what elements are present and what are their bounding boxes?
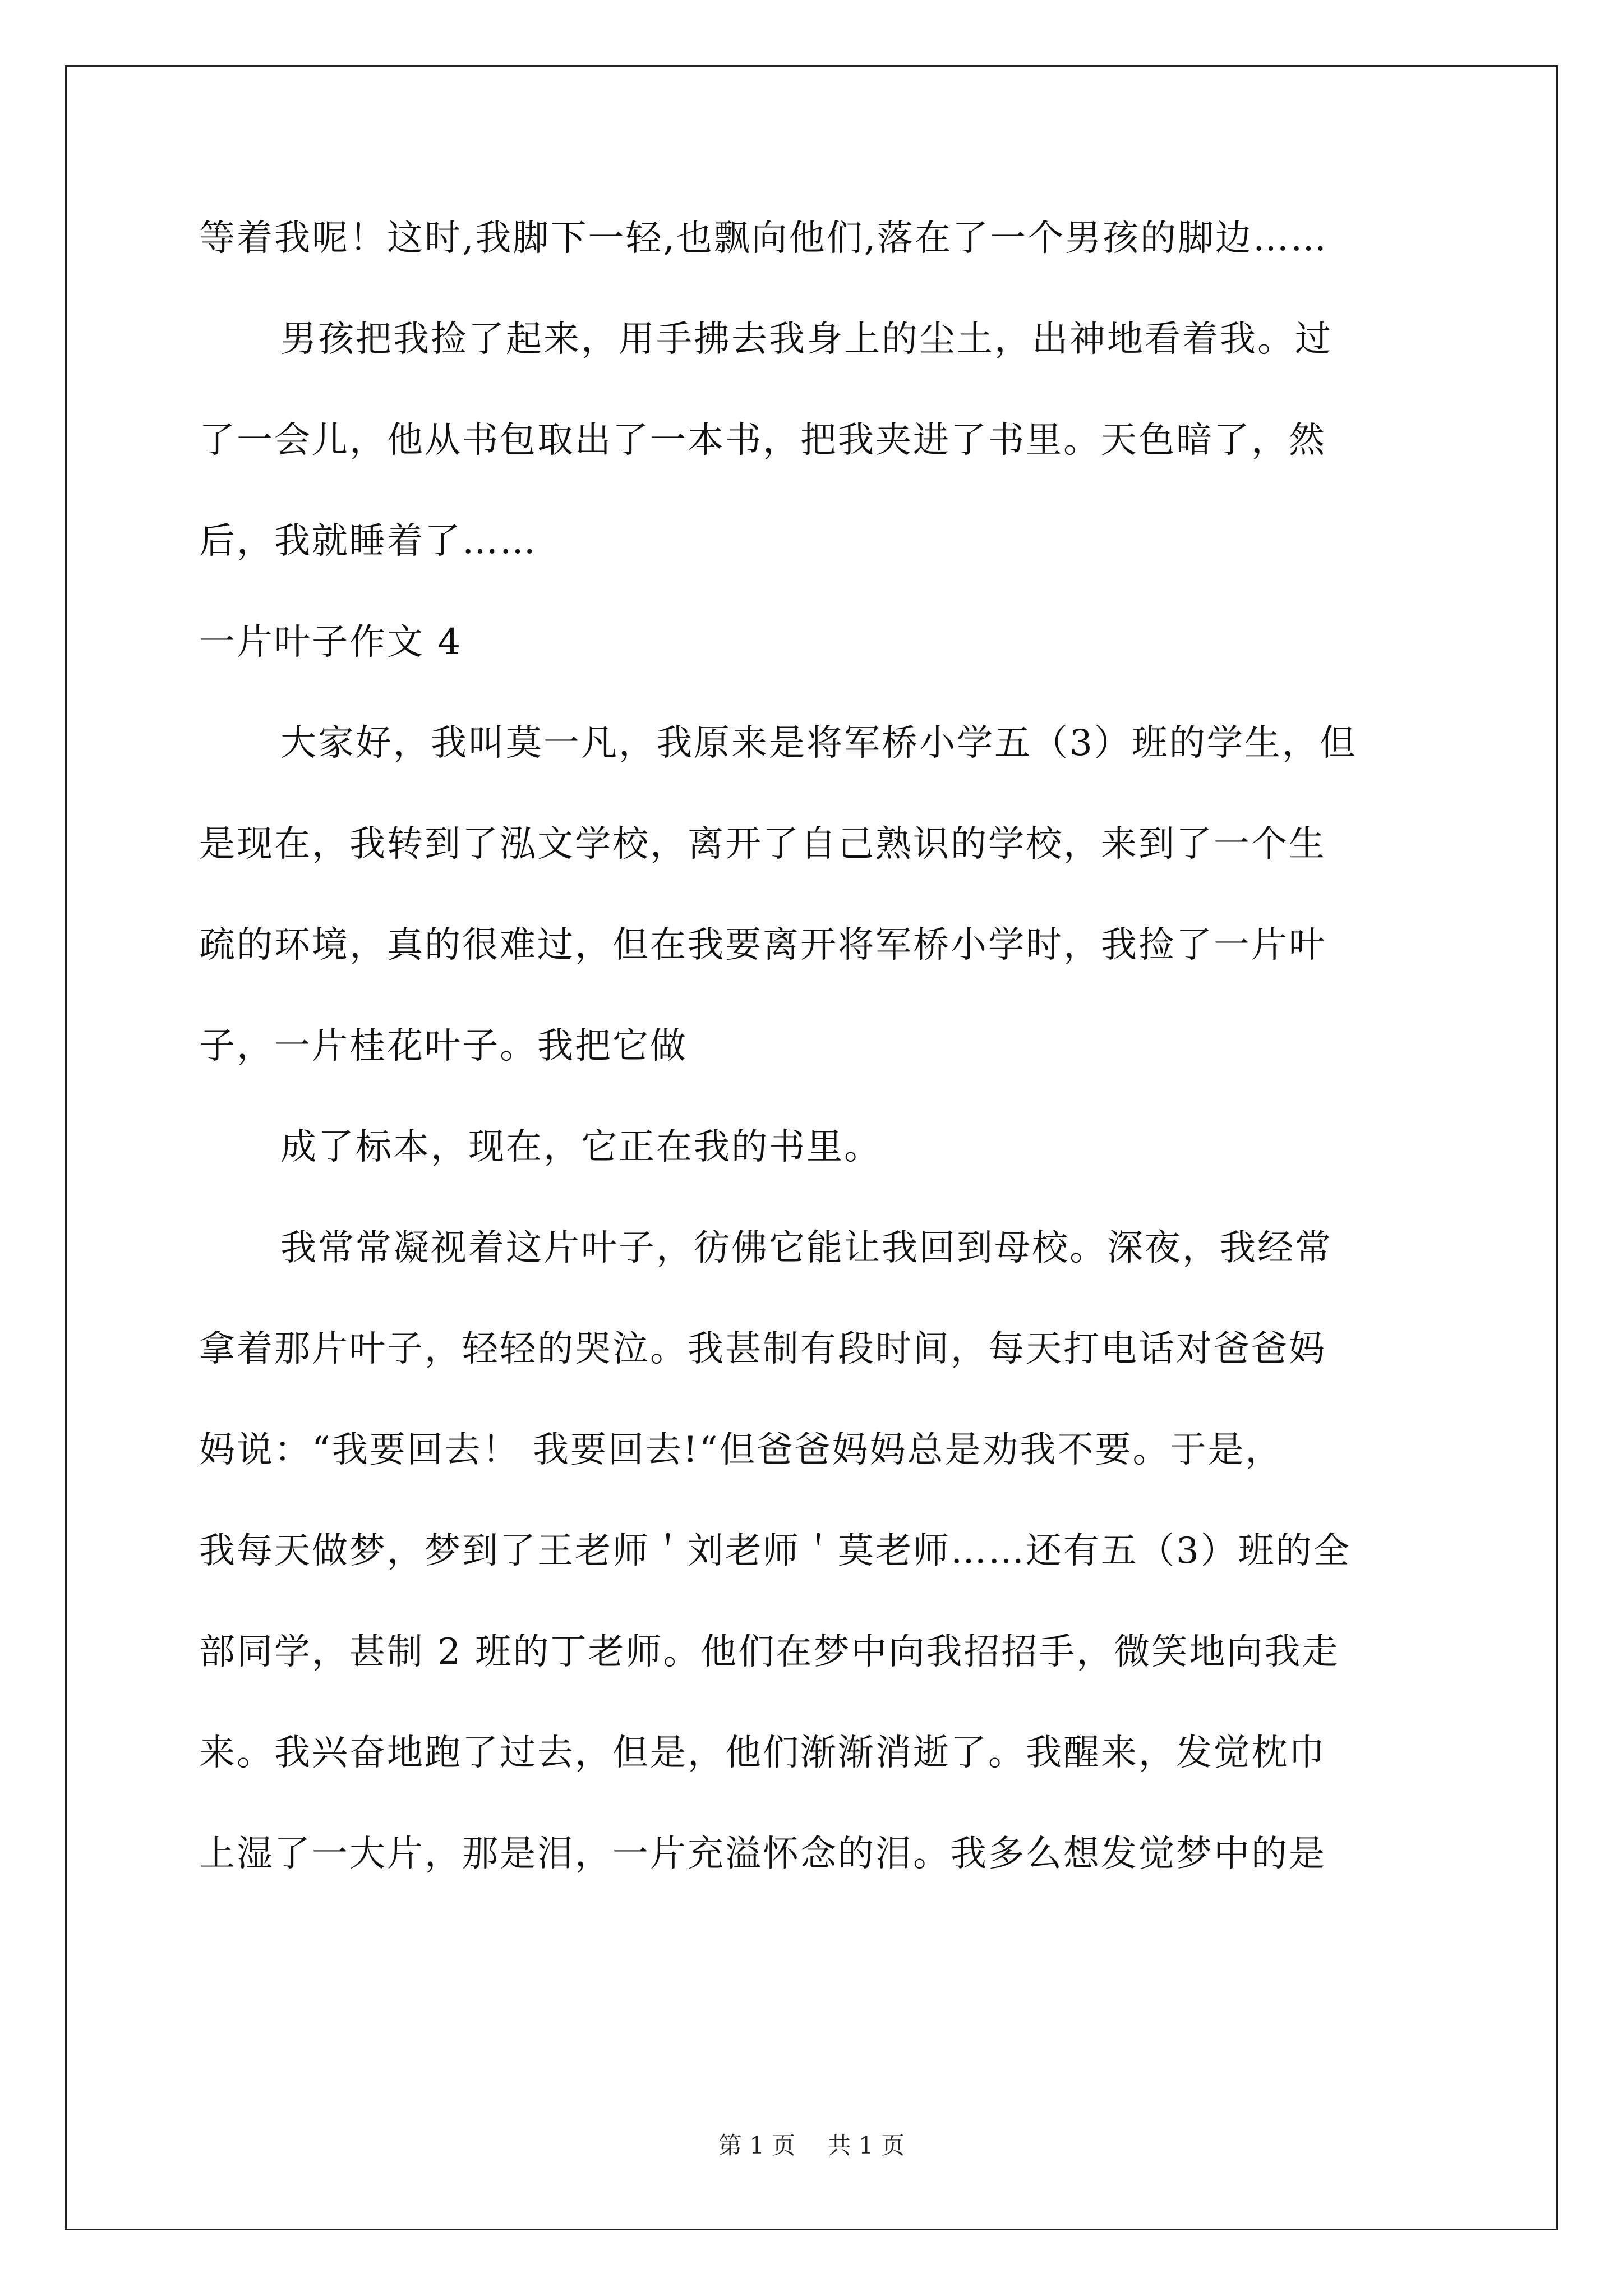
text-line: 大家好，我叫莫一凡，我原来是将军桥小学五（3）班的学生，但 [280, 723, 1357, 764]
text-line: 来。我兴奋地跑了过去，但是，他们渐渐消逝了。我醒来，发觉枕巾 [199, 1732, 1326, 1774]
page-total: 共 1 页 [827, 2132, 905, 2159]
text-line: 等着我呢！这时,我脚下一轻,也飘向他们,落在了一个男孩的脚边…… [199, 218, 1329, 259]
text-line: 子，一片桂花叶子。我把它做 [199, 1025, 688, 1067]
page-footer [0, 2129, 1623, 2162]
text-line: 部同学，甚制 2 班的丁老师。他们在梦中向我招招手，微笑地向我走 [199, 1631, 1340, 1673]
page-number: 第 1 页 [718, 2132, 796, 2159]
text-line: 男孩把我捡了起来，用手拂去我身上的尘土，出神地看着我。过 [280, 319, 1332, 360]
section-heading: 一片叶子作文 4 [199, 622, 463, 663]
text-line: 成了标本，现在，它正在我的书里。 [280, 1126, 882, 1168]
text-line: 妈说：“我要回去！ 我要回去!“但爸爸妈妈总是劝我不要。于是， [199, 1429, 1283, 1471]
text-line: 我每天做梦，梦到了王老师＇刘老师＇莫老师……还有五（3）班的全 [199, 1530, 1351, 1572]
text-line: 我常常凝视着这片叶子，彷佛它能让我回到母校。深夜，我经常 [280, 1227, 1332, 1269]
text-line: 后，我就睡着了…… [199, 521, 537, 562]
text-line: 疏的环境，真的很难过，但在我要离开将军桥小学时，我捡了一片叶 [199, 924, 1326, 966]
text-line: 了一会儿，他从书包取出了一本书，把我夹进了书里。天色暗了，然 [199, 420, 1326, 461]
text-line: 拿着那片叶子，轻轻的哭泣。我甚制有段时间，每天打电话对爸爸妈 [199, 1328, 1326, 1370]
text-line: 是现在，我转到了泓文学校，离开了自己熟识的学校，来到了一个生 [199, 823, 1326, 865]
text-line: 上湿了一大片，那是泪，一片充溢怀念的泪。我多么想发觉梦中的是 [199, 1833, 1326, 1875]
